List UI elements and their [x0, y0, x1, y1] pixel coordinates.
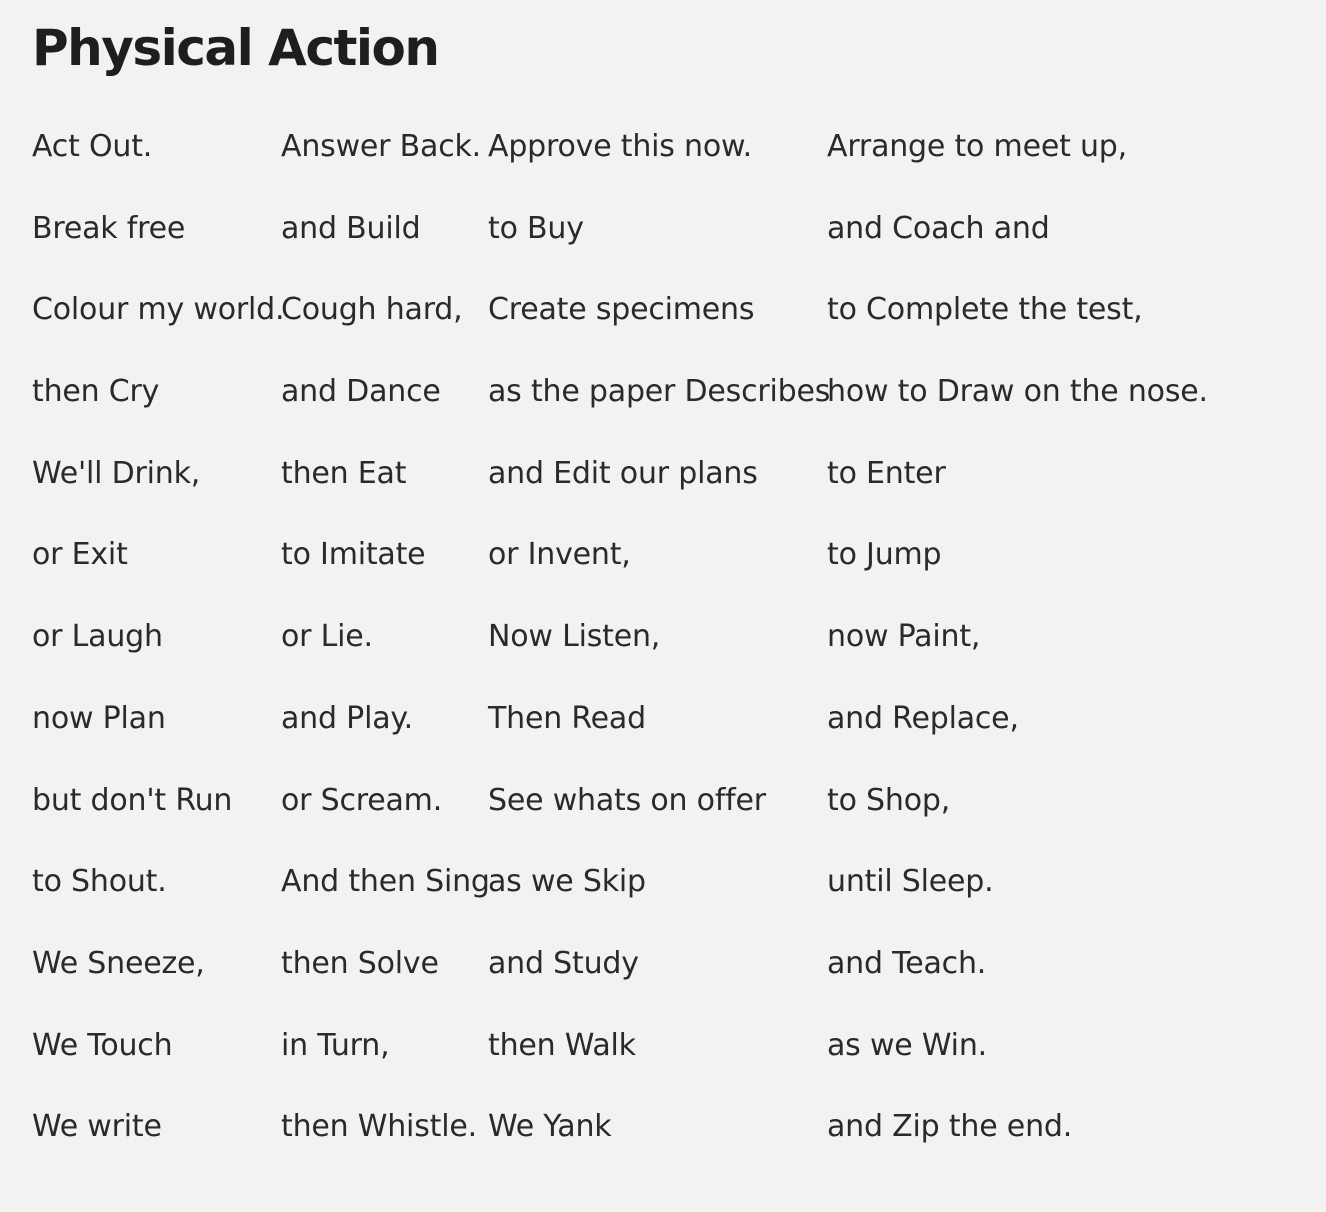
- poem-cell: Colour my world.: [32, 292, 285, 328]
- poem-cell: and Build: [281, 210, 421, 246]
- poem-cell: to Imitate: [281, 537, 426, 573]
- poem-cell: We Yank: [488, 1109, 612, 1145]
- poem-cell: We Touch: [32, 1027, 173, 1063]
- poem-cell: or Lie.: [281, 619, 373, 655]
- poem-cell: Break free: [32, 210, 186, 246]
- poem-cell: then Whistle.: [281, 1109, 477, 1145]
- poem-cell: to Shout.: [32, 864, 167, 900]
- poem-cell: as we Win.: [827, 1027, 987, 1063]
- page-title: Physical Action: [32, 19, 439, 77]
- poem-cell: as the paper Describes: [488, 374, 831, 410]
- poem-row: [32, 923, 1312, 1005]
- poem-cell: to Complete the test,: [827, 292, 1143, 328]
- poem-cell: in Turn,: [281, 1027, 390, 1063]
- poem-row: [32, 596, 1312, 678]
- poem-cell: to Shop,: [827, 782, 951, 818]
- poem-cell: or Exit: [32, 537, 128, 573]
- poem-cell: as we Skip: [488, 864, 646, 900]
- poem-cell: now Paint,: [827, 619, 981, 655]
- poem-cell: and Zip the end.: [827, 1109, 1073, 1145]
- poem-cell: and Study: [488, 945, 639, 981]
- poem-cell: or Scream.: [281, 782, 443, 818]
- poem-cell: Act Out.: [32, 129, 153, 164]
- poem-row: [32, 1005, 1312, 1087]
- poem-row: [32, 269, 1312, 351]
- poem-cell: then Cry: [32, 374, 160, 410]
- poem-row: [32, 678, 1312, 760]
- poem-cell: now Plan: [32, 700, 166, 736]
- poem-cell: to Buy: [488, 210, 584, 246]
- poem-cell: and Edit our plans: [488, 455, 758, 491]
- poem-cell: Answer Back.: [281, 129, 481, 164]
- poem-cell: then Walk: [488, 1027, 636, 1063]
- poem-cell: We'll Drink,: [32, 455, 201, 491]
- poem-cell: to Jump: [827, 537, 942, 573]
- poem-cell: or Laugh: [32, 619, 163, 655]
- poem-cell: Create specimens: [488, 292, 755, 328]
- poem-row: [32, 1086, 1312, 1168]
- poem-row: [32, 188, 1312, 270]
- poem-cell: or Invent,: [488, 537, 631, 573]
- poem-cell: We write: [32, 1109, 162, 1145]
- poem-row: [32, 514, 1312, 596]
- poem-cell: and Teach.: [827, 945, 987, 981]
- poem-cell: how to Draw on the nose.: [827, 374, 1208, 410]
- poem-cell: until Sleep.: [827, 864, 994, 900]
- poem-cell: but don't Run: [32, 782, 233, 818]
- poem-row: [32, 351, 1312, 433]
- poem-cell: to Enter: [827, 455, 946, 491]
- poem-cell: and Replace,: [827, 700, 1019, 736]
- poem-cell: and Coach and: [827, 210, 1050, 246]
- poem-cell: And then Sing: [281, 864, 490, 900]
- poem-cell: Cough hard,: [281, 292, 463, 328]
- poem-row: [32, 841, 1312, 923]
- poem-grid: [32, 106, 1312, 1168]
- poem-row: [32, 760, 1312, 842]
- poem-row: [32, 433, 1312, 515]
- poem-cell: Then Read: [488, 700, 646, 736]
- poem-row: [32, 106, 1312, 188]
- poem-cell: then Eat: [281, 455, 407, 491]
- page: [32, 0, 1312, 1145]
- poem-cell: Now Listen,: [488, 619, 661, 655]
- poem-cell: and Play.: [281, 700, 413, 736]
- poem-cell: Approve this now.: [488, 129, 752, 164]
- poem-cell: See whats on offer: [488, 782, 766, 818]
- poem-cell: Arrange to meet up,: [827, 129, 1127, 164]
- poem-cell: then Solve: [281, 945, 439, 981]
- poem-cell: We Sneeze,: [32, 945, 205, 981]
- poem-cell: and Dance: [281, 374, 441, 410]
